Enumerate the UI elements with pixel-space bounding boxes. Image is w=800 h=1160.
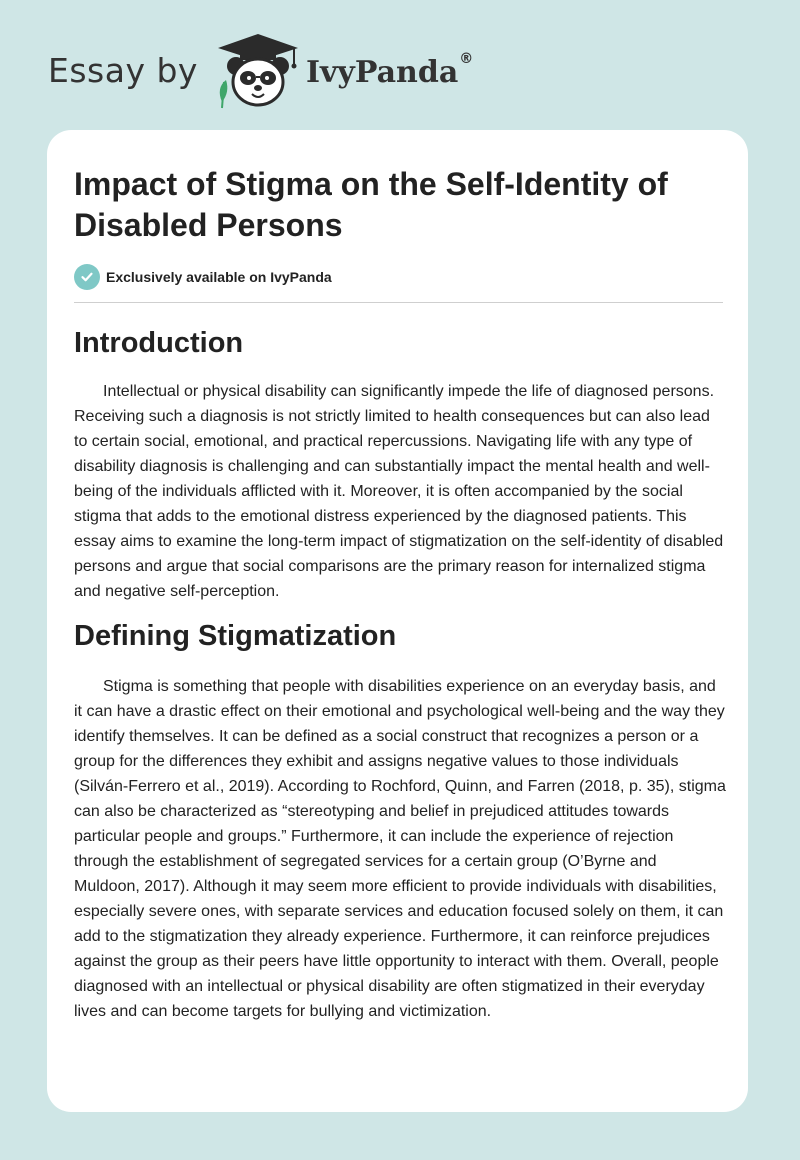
- divider: [74, 302, 723, 303]
- article-card: [47, 130, 748, 1112]
- brand-name[interactable]: IvyPanda®: [305, 50, 474, 90]
- section-heading-introduction: Introduction: [74, 327, 244, 359]
- site-header: [48, 30, 473, 110]
- exclusive-label: Exclusively available on IvyPanda: [106, 269, 332, 285]
- section-paragraph-introduction: Intellectual or physical disability can significantly impede the life of diagnosed persons. Receiving such a diagnosis is not strictly limited to health consequences but can also lead to certain social, emotional, and practical repercussions. Navigating life with any type of disability diagnosis is challenging and can substantially impact the mental health and well-being of the individuals afflicted with it. Moreover, it is often accompanied by the social stigma that adds to the emotional distress experienced by the diagnosed patients. This essay aims to examine the long-term impact of stigmatization on the self-identity of disabled persons and argue that social comparisons are the primary reason for internalized stigma and negative self-perception.: [74, 383, 724, 600]
- article-title: Impact of Stigma on the Self-Identity of Disabled Persons: [74, 166, 668, 243]
- exclusive-badge: [74, 264, 721, 290]
- checkmark-icon: [74, 264, 100, 290]
- panda-graduate-logo-icon[interactable]: [214, 30, 302, 110]
- registered-mark: ®: [459, 50, 474, 67]
- essay-by-label: Essay by: [48, 50, 198, 90]
- section-paragraph-defining-stigmatization: Stigma is something that people with disabilities experience on an everyday basis, and it can have a drastic effect on their emotional and psychological well-being and the way they identify themselves. It can be defined as a social construct that recognizes a person or a group for the differences they exhibit and assigns negative values to those individuals (Silván-Ferrero et al., 2019). According to Rochford, Quinn, and Farren (2018, p. 35), stigma can also be characterized as “stereotyping and belief in prejudiced attitudes towards particular people and groups.” Furthermore, it can include the experience of rejection through the establishment of segregated services for a certain group (O’Byrne and Muldoon, 2017). Although it may seem more efficient to provide individuals with disabilities, especially severe ones, with separate services and education focused solely on them, it can add to the stigmatization they already experience. Furthermore, it can reinforce prejudices against the group as their peers have little opportunity to interact with them. Overall, people diagnosed with an intellectual or physical disability are often stigmatized in their everyday lives and can become targets for bullying and victimization.: [74, 678, 726, 1020]
- section-heading-defining-stigmatization: Defining Stigmatization: [74, 620, 397, 652]
